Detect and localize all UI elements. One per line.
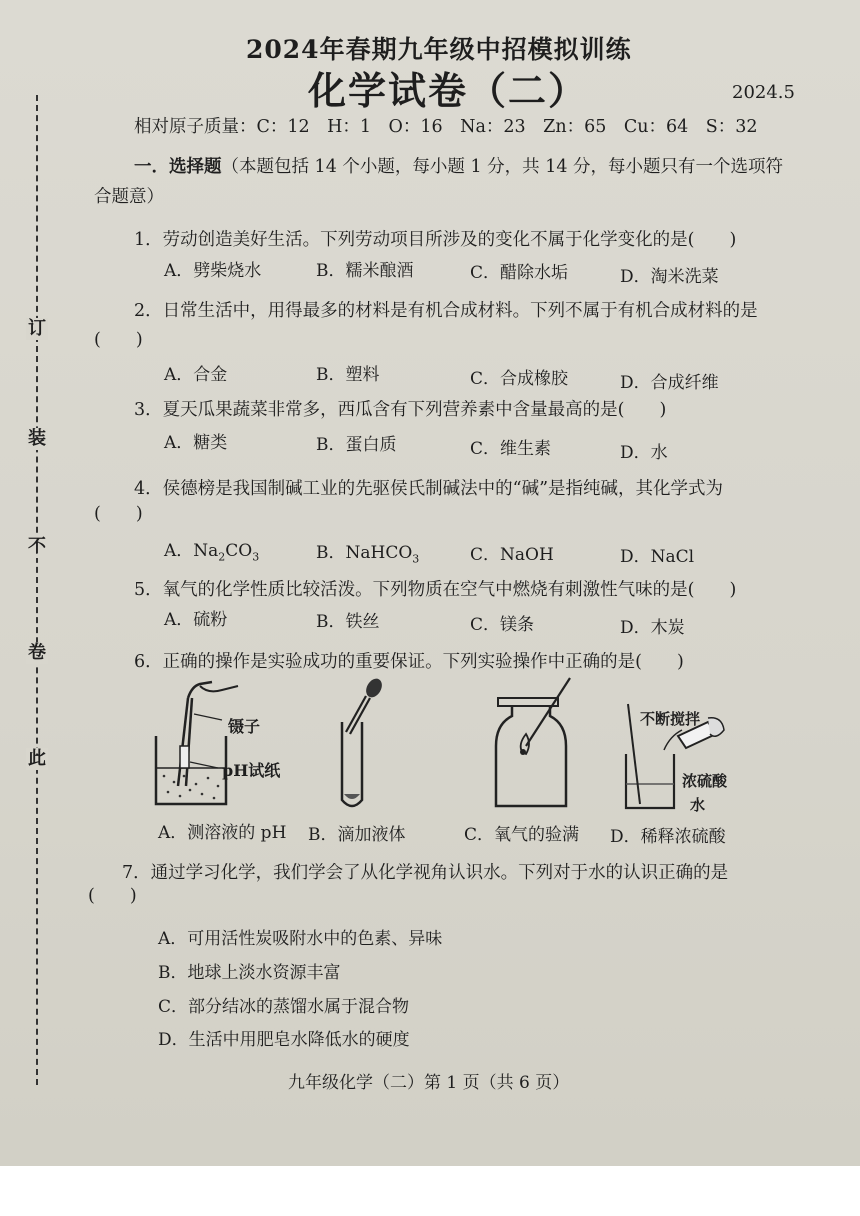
figure-b-dropper [326,676,386,814]
question-4-option-b: B．NaHCO$_3$ [316,543,420,566]
section-instructions-line1: （本题包括 14 个小题，每小题 1 分，共 14 分，每小题只有一个选项符 [221,157,784,177]
question-4-option-a: A．$Na_2CO_3$ [164,541,260,564]
section-instructions-line2: 合题意） [94,187,164,207]
question-4-option-c: C．NaOH [470,545,554,565]
question-7-option-a: A．可用活性炭吸附水中的色素、异味 [158,929,443,949]
question-6-option-d: D．稀释浓硫酸 [610,827,726,847]
page-footer: 九年级化学（二）第 1 页（共 6 页） [288,1073,570,1093]
question-3-option-b: B．蛋白质 [316,435,397,455]
binding-char-1: 订 [28,318,46,339]
question-5-stem: 5．氧气的化学性质比较活泼。下列物质在空气中燃烧有刺激性气味的是( ) [134,580,737,600]
question-7-stem-cont: ( ) [88,886,137,906]
question-2-stem-cont: ( ) [94,330,143,350]
question-1-stem: 1．劳动创造美好生活。下列劳动项目所涉及的变化不属于化学变化的是( ) [134,230,737,250]
question-5-option-b: B．铁丝 [316,612,380,632]
question-1-option-b: B．糯米酿酒 [316,261,414,281]
binding-char-4: 卷 [28,642,46,663]
question-1-option-c: C．醋除水垢 [470,263,569,283]
label-conc-acid: 浓硫酸 [682,772,728,790]
atomic-mass-line: 相对原子质量：C：12 H：1 O：16 Na：23 Zn：65 Cu：64 S：32 [134,117,758,137]
question-2-option-a: A．合金 [164,365,228,385]
figure-c-oxygen-test [492,674,584,814]
question-7-option-b: B．地球上淡水资源丰富 [158,963,341,983]
binding-char-2: 装 [28,428,46,449]
binding-dashed-line [36,95,38,1085]
question-4-option-d: D．NaCl [620,547,695,567]
question-1-option-a: A．劈柴烧水 [164,261,262,281]
question-6-option-c: C．氧气的验满 [464,825,580,845]
question-3-option-c: C．维生素 [470,439,552,459]
question-5-option-d: D．木炭 [620,618,685,638]
question-6-option-b: B．滴加液体 [308,825,406,845]
question-7-stem: 7．通过学习化学，我们学会了从化学视角认识水。下列对于水的认识正确的是 [122,863,729,883]
question-7-option-d: D．生活中用肥皂水降低水的硬度 [158,1030,410,1050]
label-water: 水 [690,796,706,814]
question-4-stem: 4．侯德榜是我国制碱工业的先驱侯氏制碱法中的“碱”是指纯碱，其化学式为 [134,479,724,499]
question-6-stem: 6．正确的操作是实验成功的重要保证。下列实验操作中正确的是( ) [134,652,684,672]
question-2-option-d: D．合成纤维 [620,373,719,393]
section-instructions [134,153,783,178]
label-tweezers: 镊子 [228,717,261,736]
question-7-option-c: C．部分结冰的蒸馏水属于混合物 [158,997,410,1017]
question-5-option-c: C．镁条 [470,615,535,635]
question-4-stem-cont: ( ) [94,504,143,524]
question-1-option-d: D．淘米洗菜 [620,267,719,287]
question-3-option-d: D．水 [620,443,668,463]
figure-a-ph-test [152,676,302,811]
question-3-stem: 3．夏天瓜果蔬菜非常多，西瓜含有下列营养素中含量最高的是( ) [134,400,667,420]
section-heading: 一．选择题 [134,157,222,177]
label-stir: 不断搅拌 [640,710,701,728]
exam-date: 2024.5 [732,82,795,103]
question-2-option-c: C．合成橡胶 [470,369,569,389]
exam-title-line2: 化学试卷（二） [308,68,589,113]
exam-title-line1: 2024年春期九年级中招模拟训练 [246,35,632,64]
question-3-option-a: A．糖类 [164,433,228,453]
binding-char-5: 此 [28,748,46,769]
label-ph-paper: pH试纸 [222,761,281,780]
binding-char-3: 不 [28,536,46,557]
question-5-option-a: A．硫粉 [164,610,228,630]
question-6-option-a: A．测溶液的 pH [158,823,287,843]
question-2-stem: 2．日常生活中，用得最多的材料是有机合成材料。下列不属于有机合成材料的是 [134,301,758,321]
question-2-option-b: B．塑料 [316,365,380,385]
figure-d-dilute-acid [620,700,730,814]
bottom-margin [0,1166,860,1216]
